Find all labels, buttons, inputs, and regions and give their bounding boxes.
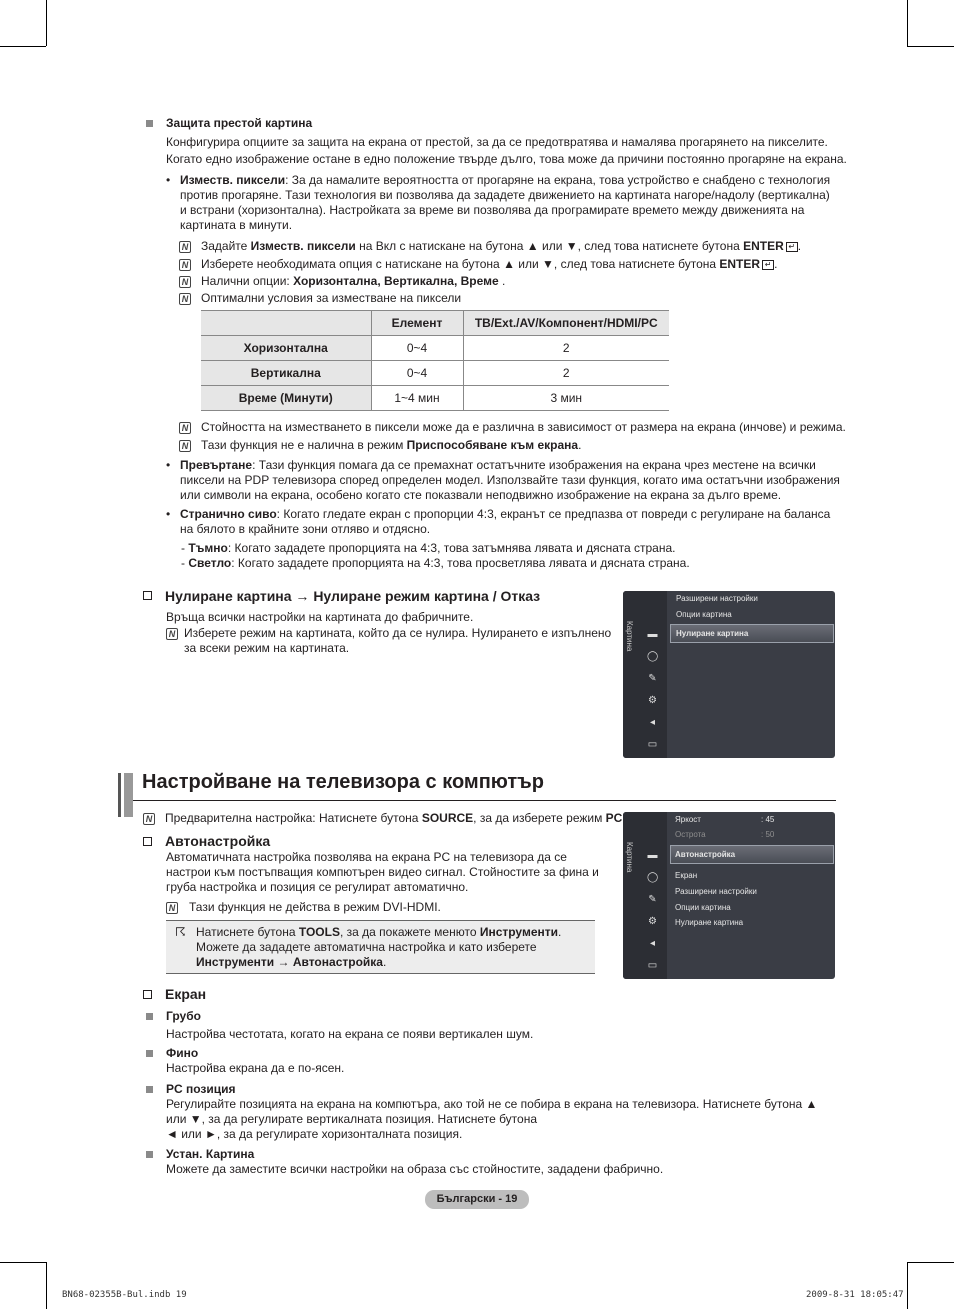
table-cell: Хоризонтална — [201, 336, 371, 361]
table-cell: 3 мин — [463, 386, 669, 411]
support-icon: ▭ — [647, 739, 658, 750]
table-row — [201, 361, 669, 386]
note-text: Оптимални условия за изместване на пиксели — [201, 291, 462, 305]
input-icon: ◂ — [649, 717, 656, 728]
tip-text: Можете да зададете автоматична настройка и като изберете — [196, 940, 537, 954]
checkbox-bullet-icon — [143, 837, 152, 846]
heading-accent-bar — [118, 773, 121, 817]
table-cell: 1~4 мин — [371, 386, 463, 411]
channel-icon: ✎ — [648, 894, 657, 905]
menu-item: Автонастройка — [675, 850, 736, 859]
bullet-text: и встрани (хоризонтална). Настройката за време ви позволява да програмирате времето между движенията на — [180, 203, 805, 217]
bullet-text: Изместв. пиксели: За да намалите вероятността от прогаряне на екрана, това устройство е снабдено с технология — [180, 173, 831, 187]
note-icon: N — [179, 440, 191, 452]
square-bullet-icon — [146, 1151, 153, 1158]
note-text: Тази функция не е налична в режим Приспособяване към екрана. — [201, 438, 582, 452]
square-bullet-icon — [146, 1013, 153, 1020]
note-icon: N — [179, 259, 191, 271]
pixel-shift-table — [201, 310, 669, 411]
menu-item: Острота — [675, 830, 706, 839]
crop-mark — [907, 0, 908, 46]
menu-sidebar — [623, 591, 667, 758]
table-header: TB/Ext./AV/Компонент/HDMI/PC — [463, 311, 669, 336]
table-row — [201, 386, 669, 411]
note-icon: N — [179, 422, 191, 434]
section-heading: Нулиране картина → Нулиране режим картина / Отказ — [165, 588, 541, 604]
crop-mark — [907, 1262, 908, 1309]
page-title: Настройване на телевизора с компютър — [142, 771, 544, 793]
menu-value: : 45 — [761, 815, 775, 824]
page-number-badge: Български - 19 — [425, 1190, 529, 1209]
table-cell: Време (Минути) — [201, 386, 371, 411]
menu-sidebar-label: Картина — [625, 842, 634, 873]
note-icon: N — [166, 628, 178, 640]
menu-item: Опции картина — [676, 610, 732, 619]
menu-sidebar — [623, 812, 667, 979]
paragraph: Когато едно изображение остане в едно положение твърде дълго, това може да причини постоянно прогаряне на екрана. — [166, 152, 847, 166]
tip-text: Инструменти → Автонастройка. — [196, 955, 387, 969]
setup-icon: ⚙ — [648, 695, 657, 706]
menu-item: Яркост — [675, 815, 701, 824]
dash-item: - Тъмно: Когато зададете пропорцията на 4:3, това затъмнява лявата и дясната страна. — [181, 541, 676, 555]
note-icon: N — [179, 293, 191, 305]
table-cell: 0~4 — [371, 336, 463, 361]
crop-mark — [46, 0, 47, 46]
menu-item: Нулиране картина — [676, 629, 749, 638]
table-cell: 0~4 — [371, 361, 463, 386]
enter-icon: ↵ — [786, 242, 798, 252]
sound-icon: ◯ — [647, 651, 659, 662]
table-header: Елемент — [371, 311, 463, 336]
note-text: за всеки режим на картината. — [184, 641, 350, 655]
subsection-title: Грубо — [166, 1009, 201, 1023]
print-footer-right: 2009-8-31 18:05:47 — [806, 1290, 904, 1300]
paragraph: Настройва честотата, когато на екрана се появи вертикален шум. — [166, 1027, 534, 1041]
channel-icon: ✎ — [648, 673, 657, 684]
crop-mark — [0, 1262, 46, 1263]
menu-item: Разширени настройки — [676, 594, 758, 603]
section-heading: Автонастройка — [165, 833, 271, 849]
paragraph: Връща всички настройки на картината до фабричните. — [166, 610, 474, 624]
paragraph: Регулирайте позицията на екрана на компютъра, ако той не се побира в екрана на телевизора. Натиснете бутона ▲ — [166, 1097, 818, 1111]
tv-menu-screenshot — [623, 812, 835, 979]
note-text: Стойността на изместването в пиксели може да е различна в зависимост от размера на екрана (инчове) и режима. — [201, 420, 846, 434]
square-bullet-icon — [146, 120, 153, 127]
tv-menu-screenshot — [623, 591, 835, 758]
bullet-icon: • — [166, 507, 171, 521]
tip-text: Натиснете бутона TOOLS, за да покажете менюто Инструменти. — [196, 925, 562, 939]
table-row — [201, 336, 669, 361]
bullet-text: против прогаряне. Тази технология ви позволява да зададете движението на картината нагоре/надолу (вертикална) — [180, 188, 830, 202]
note-icon: N — [143, 813, 155, 825]
crop-mark — [0, 46, 46, 47]
tools-icon: ☈ — [175, 925, 186, 939]
bullet-text: на бялото в крайните зони отляво и отдясно. — [180, 522, 431, 536]
note-text: Налични опции: Хоризонтална, Вертикална, Време . — [201, 274, 506, 288]
menu-item: Разширени настройки — [675, 887, 757, 896]
setup-icon: ⚙ — [648, 916, 657, 927]
note-text: Задайте Изместв. пиксели на Вкл с натискане на бутона ▲ или ▼, след това натиснете бутона ENTER ↵ . — [201, 239, 802, 253]
table-header-row — [201, 311, 669, 336]
menu-value: : 50 — [761, 830, 775, 839]
note-text: Изберете режим на картината, който да се нулира. Нулирането е изпълнено — [184, 626, 612, 640]
table-header — [201, 311, 371, 336]
menu-item: Опции картина — [675, 903, 731, 912]
crop-mark — [46, 1262, 47, 1309]
bullet-text: Странично сиво: Когато гледате екран с пропорции 4:3, екранът се предпазва от повреди с регулиране на баланса — [180, 507, 831, 521]
crop-mark — [907, 1262, 954, 1263]
note-text: Предварителна настройка: Натиснете бутона SOURCE, за да изберете режим PC — [165, 811, 623, 825]
checkbox-bullet-icon — [143, 591, 152, 600]
table-cell: 2 — [463, 336, 669, 361]
note-text: Изберете необходимата опция с натискане на бутона ▲ или ▼, след това натиснете бутона ENTER ↵ . — [201, 257, 778, 271]
subsection-title: Фино — [166, 1046, 199, 1060]
bullet-text: картината в минути. — [180, 218, 293, 232]
paragraph: Можете да заместите всички настройки на образа със стойностите, зададени фабрично. — [166, 1162, 664, 1176]
menu-sidebar-label: Картина — [625, 621, 634, 652]
paragraph: ◄ или ►, за да регулирате хоризонталната позиция. — [166, 1127, 463, 1141]
paragraph: настрои към постъпващия компютърен видео сигнал. Стойностите за фина и — [166, 865, 599, 879]
square-bullet-icon — [146, 1086, 153, 1093]
table-cell: Вертикална — [201, 361, 371, 386]
heading-underline — [133, 800, 836, 801]
subsection-title: Устан. Картина — [166, 1147, 255, 1161]
section-title: Защита престой картина — [166, 116, 313, 130]
note-icon: N — [179, 241, 191, 253]
bullet-icon: • — [166, 173, 171, 187]
print-footer-left: BN68-02355B-Bul.indb 19 — [62, 1290, 187, 1300]
checkbox-bullet-icon — [143, 990, 152, 999]
bullet-text: Превъртане: Тази функция помага да се премахнат остатъчните изображения на екрана чрез местене на всички — [180, 458, 816, 472]
dash-item: - Светло: Когато зададете пропорцията на 4:3, това просветлява лявата и дясната страна. — [181, 556, 690, 570]
paragraph: груба настройка и позиция се регулират автоматично. — [166, 880, 469, 894]
input-icon: ◂ — [649, 938, 656, 949]
note-icon: N — [166, 902, 178, 914]
bullet-text: или символи на екрана, особено когато сте показвали неподвижно изображение на екрана за дълго време. — [180, 488, 782, 502]
crop-mark — [907, 46, 954, 47]
square-bullet-icon — [146, 1050, 153, 1057]
table-cell: 2 — [463, 361, 669, 386]
paragraph: Настройва екрана да е по-ясен. — [166, 1061, 345, 1075]
paragraph: Автоматичната настройка позволява на екрана PC на телевизора да се — [166, 850, 567, 864]
note-text: Тази функция не действа в режим DVI-HDMI. — [189, 900, 441, 914]
paragraph: или ▼, за да регулирате вертикалната позиция. Натиснете бутона — [166, 1112, 538, 1126]
note-icon: N — [179, 276, 191, 288]
menu-item: Нулиране картина — [675, 918, 744, 927]
picture-icon: ▬ — [647, 850, 658, 861]
bullet-icon: • — [166, 458, 171, 472]
enter-icon: ↵ — [762, 260, 774, 270]
sound-icon: ◯ — [647, 872, 659, 883]
picture-icon: ▬ — [647, 629, 658, 640]
menu-item: Екран — [675, 871, 698, 880]
section-heading: Екран — [165, 986, 207, 1002]
bullet-text: пиксели на PDP телевизора според определен модел. Използвайте тази функция, когато има остатъчни изображения — [180, 473, 840, 487]
support-icon: ▭ — [647, 960, 658, 971]
paragraph: Конфигурира опциите за защита на екрана от престой, за да се предотвратява и намалява прогарянето на пикселите. — [166, 135, 828, 149]
heading-accent-bar — [124, 773, 133, 817]
subsection-title: PC позиция — [166, 1082, 236, 1096]
